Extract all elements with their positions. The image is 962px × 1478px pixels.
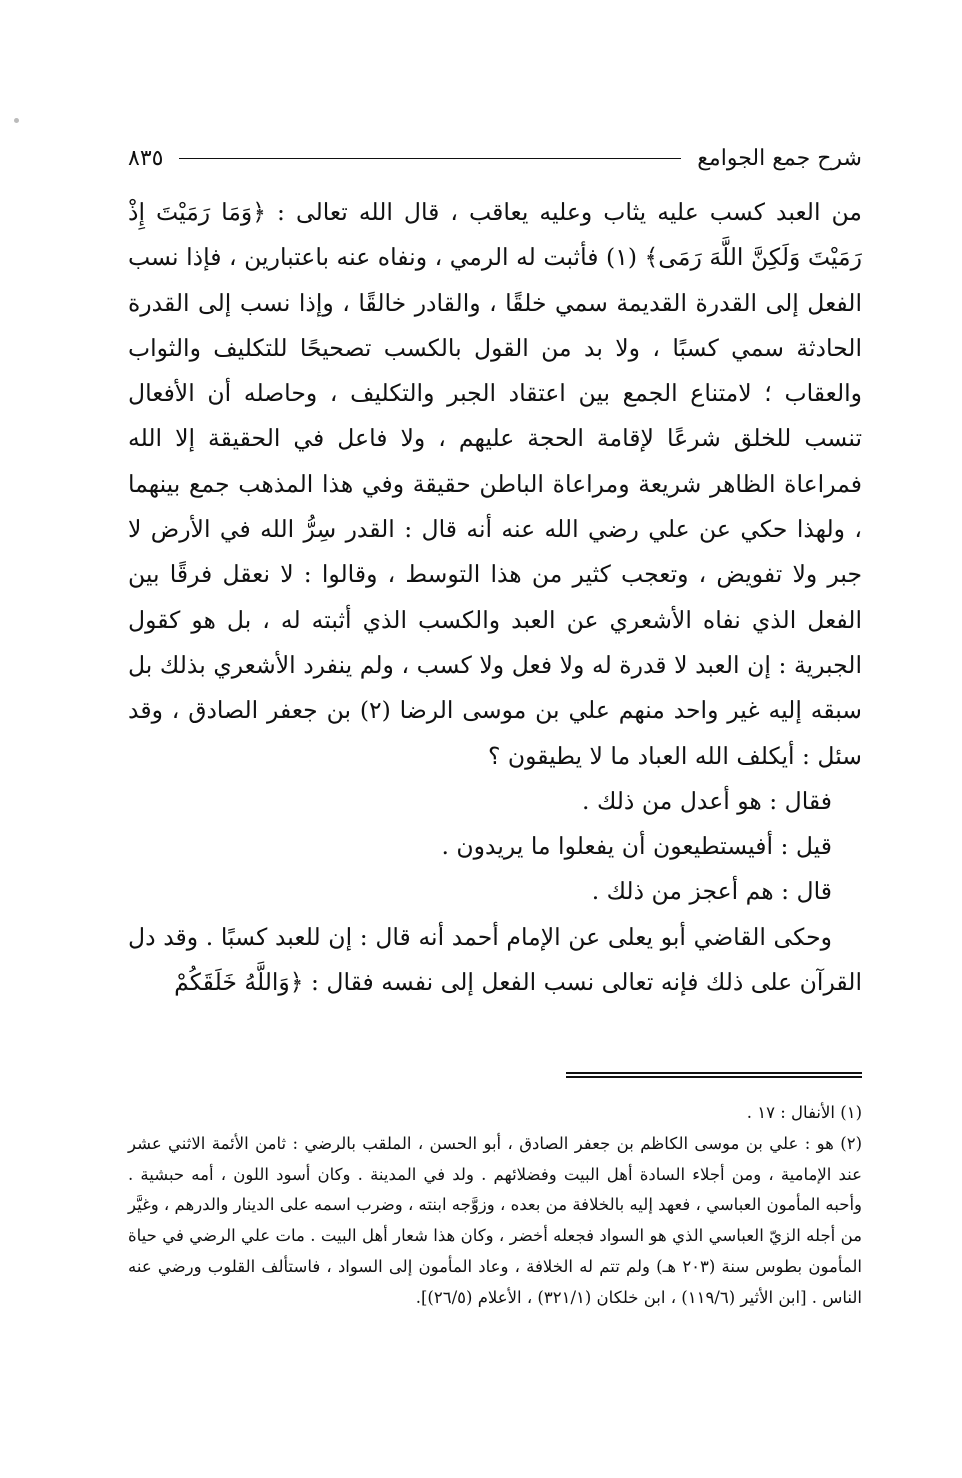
scan-speck xyxy=(14,118,19,123)
paragraph-2: وحكى القاضي أبو يعلى عن الإمام أحمد أنه قال : إن للعبد كسبًا . وقد دل القرآن على ذلك فإنه تعالى نسب الفعل إلى نفسه فقال : ﴿وَاللَّهُ خَلَقَكُمْ xyxy=(128,922,862,997)
dialogue-line-1: فقال : هو أعدل من ذلك . xyxy=(582,786,832,815)
footnote-1: (١) الأنفال : ١٧ . xyxy=(746,1103,862,1122)
dialogue-line-2: قيل : أفيستطيعون أن يفعلوا ما يريدون . xyxy=(441,832,832,861)
main-text xyxy=(128,190,862,1005)
footnote-separator xyxy=(566,1072,862,1078)
header-rule xyxy=(179,158,681,159)
paragraph-1: من العبد كسب عليه يثاب وعليه يعاقب ، قال الله تعالى : ﴿وَمَا رَمَيْتَ إِذْ رَمَيْتَ وَلَكِنَّ اللَّهَ رَمَى﴾ (١) فأثبت له الرمي ، ونفاه عنه باعتبارين ، فإذا نسب الفعل إلى القدرة القديمة سمي خلقًا ، والقادر خالقًا ، وإذا نسب إلى القدرة الحادثة سمي كسبًا ، ولا بد من القول بالكسب تصحيحًا للتكليف والثواب والعقاب ؛ لامتناع الجمع بين اعتقاد الجبر والتكليف ، وحاصله أن الأفعال تنسب للخلق شرعًا لإقامة الحجة عليهم ، ولا فاعل في الحقيقة إلا الله فمراعاة الظاهر شريعة ومراعاة الباطن حقيقة وفي هذا المذهب جمع بينهما ، ولهذا حكي عن علي رضي الله عنه أنه قال : القدر سِرُّ الله في الأرض لا جبر ولا تفويض ، وتعجب كثير من هذا التوسط ، وقالوا : لا نعقل فرقًا بين الفعل الذي نفاه الأشعري عن العبد والكسب الذي أثبته له ، بل هو كقول الجبرية : إن العبد لا قدرة له ولا فعل ولا كسب ، ولم ينفرد الأشعري بذلك بل سبقه إليه غير واحد منهم علي بن موسى الرضا (٢) بن جعفر الصادق ، وقد سئل : أيكلف الله العباد ما لا يطيقون ؟ xyxy=(128,198,862,770)
dialogue-line-3: قال : هم أعجز من ذلك . xyxy=(591,877,832,906)
footnotes xyxy=(128,1098,862,1314)
running-header xyxy=(128,138,862,178)
page-number: ٨٣٥ xyxy=(128,145,164,171)
running-title: شرح جمع الجوامع xyxy=(697,145,862,171)
footnote-2: (٢) هو : علي بن موسى الكاظم بن جعفر الصادق ، أبو الحسن ، الملقب بالرضي : ثامن الأئمة الاثني عشر عند الإمامية ، ومن أجلاء السادة أهل البيت وفضلائهم . ولد في المدينة . وكان أسود اللون ، أمه حبشية . وأحبه المأمون العباسي ، فعهد إليه بالخلافة من بعده ، وزوَّجه ابنته ، وضرب اسمه على الدينار والدرهم ، وغيَّر من أجله الزيّ العباسي الذي هو السواد فجعله أخضر ، وكان هذا شعار أهل البيت . مات علي الرضي في حياة المأمون بطوس سنة (٢٠٣ هـ) ولم تتم له الخلافة ، وعاد المأمون إلى السواد ، فاستألف القلوب ورضي عنه الناس . [ابن الأثير (١١٩/٦) ، ابن خلكان (٣٢١/١) ، الأعلام (٢٦/٥)]. xyxy=(128,1133,862,1307)
